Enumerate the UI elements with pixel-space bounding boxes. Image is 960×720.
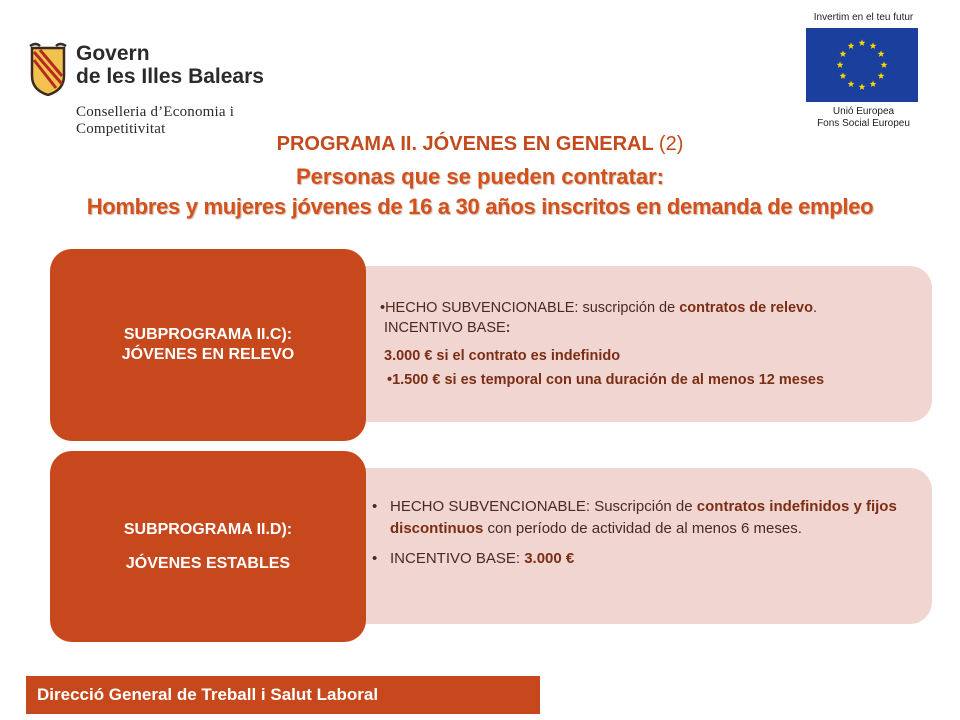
iic-incentive-line — [384, 318, 511, 338]
iic-amount-indefinite: 3.000 € si el contrato es indefinido — [384, 348, 621, 364]
government-department: Conselleria d’Economia i Competitivitat — [76, 104, 235, 137]
iid-activity-period: con período de actividad de al menos 6 meses. — [483, 520, 802, 537]
subprogram-iic-title: SUBPROGRAMA II.C): — [123, 326, 293, 343]
iid-incentive-item — [370, 548, 915, 570]
subprogram-iid-box — [50, 451, 366, 642]
iid-contract-type: contratos indefinidos y fijos discontinuos — [390, 498, 897, 537]
eu-name-line2: Fons Social Europeu — [817, 118, 910, 129]
subprogram-iid-details — [370, 496, 915, 570]
balearic-shield-icon — [28, 42, 68, 96]
subtitle-target-group: Hombres y mujeres jóvenes de 16 a 30 años inscritos en demanda de empleo — [86, 194, 874, 219]
title-main: PROGRAMA II. JÓVENES EN GENERAL — [276, 133, 654, 155]
subprogram-iic-subtitle: JÓVENES EN RELEVO — [121, 346, 295, 363]
iid-hecho-label: HECHO SUBVENCIONABLE: Suscripción de — [390, 498, 697, 515]
eu-flag-icon — [806, 28, 918, 102]
footer-directorate: Direcció General de Treball i Salut Laboral — [26, 676, 540, 714]
iid-incentive-label: INCENTIVO BASE: — [390, 550, 525, 567]
eu-name — [806, 106, 921, 130]
subprogram-iid-subtitle: JÓVENES ESTABLES — [125, 554, 291, 572]
iic-amount-temporary: •1.500 € si es temporal con una duración de al menos 12 meses — [387, 372, 825, 388]
gov-name-line1: Govern — [76, 42, 150, 65]
iid-hecho-item — [370, 496, 915, 540]
iic-contract-type: contratos de relevo — [679, 300, 813, 316]
title-number: (2) — [658, 133, 684, 155]
iic-hecho-label: •HECHO SUBVENCIONABLE: suscripción de — [380, 300, 680, 316]
eu-name-line1: Unió Europea — [832, 106, 895, 117]
iic-incentive-label: INCENTIVO BASE — [384, 320, 506, 336]
iid-incentive-amount: 3.000 € — [524, 550, 575, 567]
iic-incentive-colon: : — [505, 320, 511, 336]
government-logo — [28, 40, 318, 137]
subtitle-persons: Personas que se pueden contratar: — [296, 164, 664, 189]
subprogram-iic-box — [50, 249, 366, 441]
iic-period: . — [812, 300, 817, 316]
subprogram-iid-title: SUBPROGRAMA II.D): — [123, 520, 293, 538]
eu-tagline: Invertim en el teu futur — [813, 12, 914, 23]
page-title — [0, 133, 960, 156]
iic-hecho-line — [380, 298, 817, 318]
gov-name-line2: de les Illes Balears — [76, 65, 264, 88]
eu-logo — [806, 12, 926, 129]
government-name — [76, 42, 264, 88]
